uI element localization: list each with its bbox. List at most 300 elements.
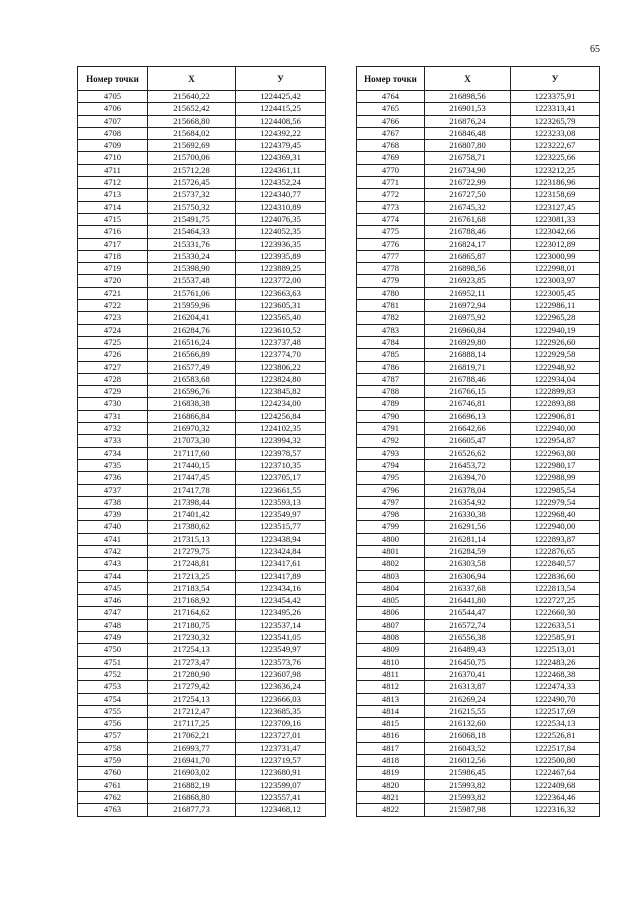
table-row: [357, 177, 600, 189]
cell-point-number: 4739: [78, 509, 148, 521]
table-row: [78, 705, 326, 717]
cell-x: 216952,11: [425, 287, 511, 299]
cell-point-number: 4806: [357, 607, 425, 619]
table-row: [357, 521, 600, 533]
cell-point-number: 4785: [357, 349, 425, 361]
cell-y: 1223685,35: [236, 705, 326, 717]
page-number: 65: [590, 44, 600, 55]
cell-x: 216337,68: [425, 582, 511, 594]
cell-point-number: 4800: [357, 533, 425, 545]
cell-point-number: 4732: [78, 423, 148, 435]
table-row: [78, 619, 326, 631]
cell-y: 1223824,80: [236, 373, 326, 385]
cell-x: 217117,25: [148, 718, 236, 730]
table-row: [357, 705, 600, 717]
cell-point-number: 4754: [78, 693, 148, 705]
cell-y: 1222876,65: [511, 545, 600, 557]
cell-y: 1222986,11: [511, 300, 600, 312]
cell-point-number: 4821: [357, 791, 425, 803]
cell-y: 1222534,13: [511, 718, 600, 730]
column-header-y: У: [236, 67, 326, 91]
table-row: [78, 263, 326, 275]
table-row: [78, 570, 326, 582]
cell-y: 1223127,45: [511, 201, 600, 213]
column-header-x: X: [425, 67, 511, 91]
cell-x: 216303,58: [425, 558, 511, 570]
table-row: [78, 386, 326, 398]
table-row: [78, 730, 326, 742]
cell-x: 216354,92: [425, 496, 511, 508]
table-row: [78, 595, 326, 607]
cell-point-number: 4708: [78, 127, 148, 139]
cell-point-number: 4796: [357, 484, 425, 496]
table-row: [78, 164, 326, 176]
cell-x: 216378,04: [425, 484, 511, 496]
cell-point-number: 4737: [78, 484, 148, 496]
table-row: [78, 582, 326, 594]
cell-y: 1223666,03: [236, 693, 326, 705]
table-row: [357, 607, 600, 619]
cell-y: 1224415,25: [236, 103, 326, 115]
cell-point-number: 4811: [357, 668, 425, 680]
cell-point-number: 4751: [78, 656, 148, 668]
cell-point-number: 4759: [78, 755, 148, 767]
table-row: [78, 275, 326, 287]
cell-point-number: 4727: [78, 361, 148, 373]
table-row: [357, 91, 600, 103]
column-header-y: У: [511, 67, 600, 91]
cell-y: 1222940,19: [511, 324, 600, 336]
cell-y: 1223727,01: [236, 730, 326, 742]
cell-y: 1222483,26: [511, 656, 600, 668]
cell-y: 1222836,60: [511, 570, 600, 582]
cell-y: 1222985,54: [511, 484, 600, 496]
cell-point-number: 4777: [357, 250, 425, 262]
cell-y: 1223186,96: [511, 177, 600, 189]
cell-x: 215398,90: [148, 263, 236, 275]
cell-point-number: 4801: [357, 545, 425, 557]
cell-x: 216876,24: [425, 115, 511, 127]
table-row: [357, 656, 600, 668]
table-row: [78, 189, 326, 201]
table-row: [78, 300, 326, 312]
cell-x: 216746,81: [425, 398, 511, 410]
cell-point-number: 4717: [78, 238, 148, 250]
table-row: [78, 398, 326, 410]
cell-x: 216882,19: [148, 779, 236, 791]
cell-x: 216544,47: [425, 607, 511, 619]
cell-point-number: 4763: [78, 804, 148, 816]
cell-x: 216734,90: [425, 164, 511, 176]
cell-x: 217280,90: [148, 668, 236, 680]
cell-point-number: 4794: [357, 459, 425, 471]
cell-x: 216012,56: [425, 755, 511, 767]
cell-y: 1223636,24: [236, 681, 326, 693]
cell-y: 1223935,89: [236, 250, 326, 262]
cell-x: 216846,48: [425, 127, 511, 139]
cell-y: 1223557,41: [236, 791, 326, 803]
table-row: [357, 681, 600, 693]
cell-point-number: 4711: [78, 164, 148, 176]
cell-x: 216788,46: [425, 373, 511, 385]
cell-x: 216215,55: [425, 705, 511, 717]
cell-y: 1222409,68: [511, 779, 600, 791]
table-row: [357, 545, 600, 557]
cell-x: 216556,38: [425, 632, 511, 644]
cell-point-number: 4774: [357, 213, 425, 225]
cell-y: 1223515,77: [236, 521, 326, 533]
cell-y: 1223438,94: [236, 533, 326, 545]
cell-x: 216605,47: [425, 435, 511, 447]
cell-y: 1224310,89: [236, 201, 326, 213]
cell-x: 216888,14: [425, 349, 511, 361]
table-row: [357, 238, 600, 250]
cell-point-number: 4707: [78, 115, 148, 127]
cell-point-number: 4772: [357, 189, 425, 201]
cell-y: 1222954,87: [511, 435, 600, 447]
cell-y: 1223845,82: [236, 386, 326, 398]
cell-x: 217117,60: [148, 447, 236, 459]
cell-x: 215330,24: [148, 250, 236, 262]
cell-y: 1224425,42: [236, 91, 326, 103]
cell-x: 216043,52: [425, 742, 511, 754]
table-row: [78, 127, 326, 139]
cell-x: 216758,71: [425, 152, 511, 164]
table-row: [78, 668, 326, 680]
cell-x: 217180,75: [148, 619, 236, 631]
cell-y: 1222474,33: [511, 681, 600, 693]
cell-point-number: 4747: [78, 607, 148, 619]
cell-y: 1223737,48: [236, 336, 326, 348]
cell-point-number: 4791: [357, 423, 425, 435]
cell-x: 216577,49: [148, 361, 236, 373]
cell-x: 217273,47: [148, 656, 236, 668]
cell-y: 1224340,77: [236, 189, 326, 201]
table-row: [78, 791, 326, 803]
cell-x: 216993,77: [148, 742, 236, 754]
table-row: [357, 349, 600, 361]
cell-x: 216903,02: [148, 767, 236, 779]
table-row: [357, 533, 600, 545]
cell-point-number: 4744: [78, 570, 148, 582]
table-row: [357, 767, 600, 779]
cell-x: 216132,60: [425, 718, 511, 730]
cell-point-number: 4733: [78, 435, 148, 447]
cell-x: 217440,15: [148, 459, 236, 471]
cell-x: 216972,94: [425, 300, 511, 312]
cell-y: 1222585,91: [511, 632, 600, 644]
cell-x: 217279,42: [148, 681, 236, 693]
cell-point-number: 4789: [357, 398, 425, 410]
cell-y: 1222893,88: [511, 398, 600, 410]
cell-point-number: 4805: [357, 595, 425, 607]
cell-point-number: 4713: [78, 189, 148, 201]
table-row: [78, 521, 326, 533]
cell-y: 1222899,83: [511, 386, 600, 398]
cell-point-number: 4714: [78, 201, 148, 213]
cell-x: 216566,89: [148, 349, 236, 361]
cell-y: 1224256,84: [236, 410, 326, 422]
cell-y: 1222633,51: [511, 619, 600, 631]
cell-point-number: 4784: [357, 336, 425, 348]
cell-y: 1222968,40: [511, 509, 600, 521]
table-row: [78, 201, 326, 213]
cell-y: 1224352,24: [236, 177, 326, 189]
cell-point-number: 4758: [78, 742, 148, 754]
cell-y: 1222660,30: [511, 607, 600, 619]
table-row: [357, 127, 600, 139]
cell-x: 217183,54: [148, 582, 236, 594]
table-row: [357, 582, 600, 594]
cell-point-number: 4760: [78, 767, 148, 779]
table-row: [357, 459, 600, 471]
cell-y: 1223605,31: [236, 300, 326, 312]
cell-y: 1223709,16: [236, 718, 326, 730]
cell-x: 215987,98: [425, 804, 511, 816]
table-row: [78, 767, 326, 779]
cell-point-number: 4782: [357, 312, 425, 324]
table-row: [78, 103, 326, 115]
cell-y: 1223549,97: [236, 509, 326, 521]
cell-y: 1223774,70: [236, 349, 326, 361]
cell-x: 215986,45: [425, 767, 511, 779]
table-row: [357, 263, 600, 275]
cell-y: 1222500,80: [511, 755, 600, 767]
table-row: [357, 484, 600, 496]
cell-y: 1223680,91: [236, 767, 326, 779]
cell-y: 1223549,97: [236, 644, 326, 656]
cell-x: 215726,45: [148, 177, 236, 189]
cell-point-number: 4718: [78, 250, 148, 262]
cell-x: 217417,78: [148, 484, 236, 496]
cell-x: 216838,38: [148, 398, 236, 410]
table-row: [78, 755, 326, 767]
table-row: [357, 779, 600, 791]
cell-x: 216284,59: [425, 545, 511, 557]
cell-y: 1223495,26: [236, 607, 326, 619]
cell-x: 215712,28: [148, 164, 236, 176]
cell-x: 216313,87: [425, 681, 511, 693]
table-row: [78, 545, 326, 557]
table-row: [78, 632, 326, 644]
cell-y: 1224076,35: [236, 213, 326, 225]
table-row: [357, 410, 600, 422]
cell-x: 217401,42: [148, 509, 236, 521]
cell-x: 217248,81: [148, 558, 236, 570]
cell-x: 216766,15: [425, 386, 511, 398]
table-row: [357, 398, 600, 410]
table-row: [357, 447, 600, 459]
table-row: [78, 238, 326, 250]
table-row: [78, 91, 326, 103]
cell-point-number: 4769: [357, 152, 425, 164]
table-row: [78, 558, 326, 570]
cell-point-number: 4770: [357, 164, 425, 176]
cell-x: 216865,87: [425, 250, 511, 262]
cell-point-number: 4757: [78, 730, 148, 742]
cell-x: 216898,56: [425, 263, 511, 275]
cell-y: 1223705,17: [236, 472, 326, 484]
cell-x: 217213,25: [148, 570, 236, 582]
table-row: [357, 164, 600, 176]
cell-point-number: 4807: [357, 619, 425, 631]
cell-y: 1223731,47: [236, 742, 326, 754]
table-row: [78, 312, 326, 324]
table-row: [357, 386, 600, 398]
cell-x: 216441,80: [425, 595, 511, 607]
table-row: [357, 472, 600, 484]
column-header-x: X: [148, 67, 236, 91]
cell-point-number: 4786: [357, 361, 425, 373]
table-row: [78, 349, 326, 361]
cell-point-number: 4723: [78, 312, 148, 324]
table-row: [357, 201, 600, 213]
cell-point-number: 4788: [357, 386, 425, 398]
cell-point-number: 4818: [357, 755, 425, 767]
cell-point-number: 4720: [78, 275, 148, 287]
table-row: [357, 435, 600, 447]
cell-x: 215692,69: [148, 140, 236, 152]
cell-point-number: 4765: [357, 103, 425, 115]
cell-y: 1223719,57: [236, 755, 326, 767]
cell-point-number: 4752: [78, 668, 148, 680]
cell-x: 216370,41: [425, 668, 511, 680]
cell-y: 1223265,79: [511, 115, 600, 127]
cell-point-number: 4736: [78, 472, 148, 484]
cell-x: 215464,33: [148, 226, 236, 238]
coordinates-table-left: [77, 66, 326, 817]
cell-point-number: 4776: [357, 238, 425, 250]
cell-point-number: 4822: [357, 804, 425, 816]
cell-point-number: 4773: [357, 201, 425, 213]
cell-y: 1223000,99: [511, 250, 600, 262]
table-row: [78, 435, 326, 447]
cell-x: 216526,62: [425, 447, 511, 459]
cell-x: 216929,80: [425, 336, 511, 348]
cell-x: 215668,80: [148, 115, 236, 127]
cell-point-number: 4768: [357, 140, 425, 152]
cell-point-number: 4783: [357, 324, 425, 336]
cell-y: 1223994,32: [236, 435, 326, 447]
table-row: [357, 718, 600, 730]
table-row: [357, 324, 600, 336]
cell-point-number: 4731: [78, 410, 148, 422]
cell-point-number: 4750: [78, 644, 148, 656]
cell-y: 1223936,35: [236, 238, 326, 250]
cell-x: 217398,44: [148, 496, 236, 508]
cell-x: 217230,32: [148, 632, 236, 644]
cell-x: 216970,32: [148, 423, 236, 435]
cell-y: 1224408,56: [236, 115, 326, 127]
table-row: [78, 804, 326, 816]
cell-x: 217447,45: [148, 472, 236, 484]
cell-y: 1223710,35: [236, 459, 326, 471]
cell-y: 1224361,11: [236, 164, 326, 176]
cell-x: 216572,74: [425, 619, 511, 631]
table-row: [78, 472, 326, 484]
cell-y: 1223003,97: [511, 275, 600, 287]
cell-x: 217164,62: [148, 607, 236, 619]
cell-point-number: 4716: [78, 226, 148, 238]
cell-y: 1223012,89: [511, 238, 600, 250]
cell-point-number: 4798: [357, 509, 425, 521]
cell-point-number: 4722: [78, 300, 148, 312]
cell-y: 1222948,92: [511, 361, 600, 373]
cell-point-number: 4735: [78, 459, 148, 471]
cell-point-number: 4738: [78, 496, 148, 508]
cell-y: 1223661,55: [236, 484, 326, 496]
cell-point-number: 4766: [357, 115, 425, 127]
cell-x: 215737,32: [148, 189, 236, 201]
cell-point-number: 4780: [357, 287, 425, 299]
cell-y: 1223313,41: [511, 103, 600, 115]
table-row: [78, 177, 326, 189]
cell-x: 217279,75: [148, 545, 236, 557]
table-row: [78, 410, 326, 422]
cell-x: 216269,24: [425, 693, 511, 705]
table-row: [357, 558, 600, 570]
table-row: [78, 140, 326, 152]
cell-x: 216868,80: [148, 791, 236, 803]
cell-point-number: 4790: [357, 410, 425, 422]
cell-point-number: 4709: [78, 140, 148, 152]
cell-point-number: 4756: [78, 718, 148, 730]
cell-x: 217315,13: [148, 533, 236, 545]
table-row: [78, 742, 326, 754]
cell-x: 216642,66: [425, 423, 511, 435]
cell-x: 216807,80: [425, 140, 511, 152]
cell-x: 215700,06: [148, 152, 236, 164]
cell-y: 1223541,05: [236, 632, 326, 644]
cell-point-number: 4726: [78, 349, 148, 361]
cell-x: 215652,42: [148, 103, 236, 115]
cell-x: 217254,13: [148, 693, 236, 705]
cell-y: 1222940,00: [511, 423, 600, 435]
table-row: [357, 496, 600, 508]
cell-x: 217062,21: [148, 730, 236, 742]
cell-x: 217254,13: [148, 644, 236, 656]
cell-x: 216960,84: [425, 324, 511, 336]
cell-y: 1223158,69: [511, 189, 600, 201]
cell-point-number: 4767: [357, 127, 425, 139]
cell-y: 1223537,14: [236, 619, 326, 631]
cell-point-number: 4705: [78, 91, 148, 103]
cell-x: 216761,68: [425, 213, 511, 225]
cell-x: 215640,22: [148, 91, 236, 103]
cell-x: 217380,62: [148, 521, 236, 533]
cell-x: 216330,38: [425, 509, 511, 521]
cell-y: 1223806,22: [236, 361, 326, 373]
table-row: [357, 632, 600, 644]
table-row: [357, 189, 600, 201]
cell-x: 216824,17: [425, 238, 511, 250]
cell-point-number: 4802: [357, 558, 425, 570]
table-row: [78, 250, 326, 262]
cell-point-number: 4813: [357, 693, 425, 705]
table-row: [357, 287, 600, 299]
cell-point-number: 4779: [357, 275, 425, 287]
table-row: [357, 423, 600, 435]
cell-y: 1223424,84: [236, 545, 326, 557]
cell-x: 216745,32: [425, 201, 511, 213]
cell-point-number: 4761: [78, 779, 148, 791]
cell-point-number: 4710: [78, 152, 148, 164]
cell-y: 1222316,32: [511, 804, 600, 816]
cell-point-number: 4721: [78, 287, 148, 299]
cell-point-number: 4742: [78, 545, 148, 557]
cell-y: 1222988,99: [511, 472, 600, 484]
table-row: [357, 644, 600, 656]
